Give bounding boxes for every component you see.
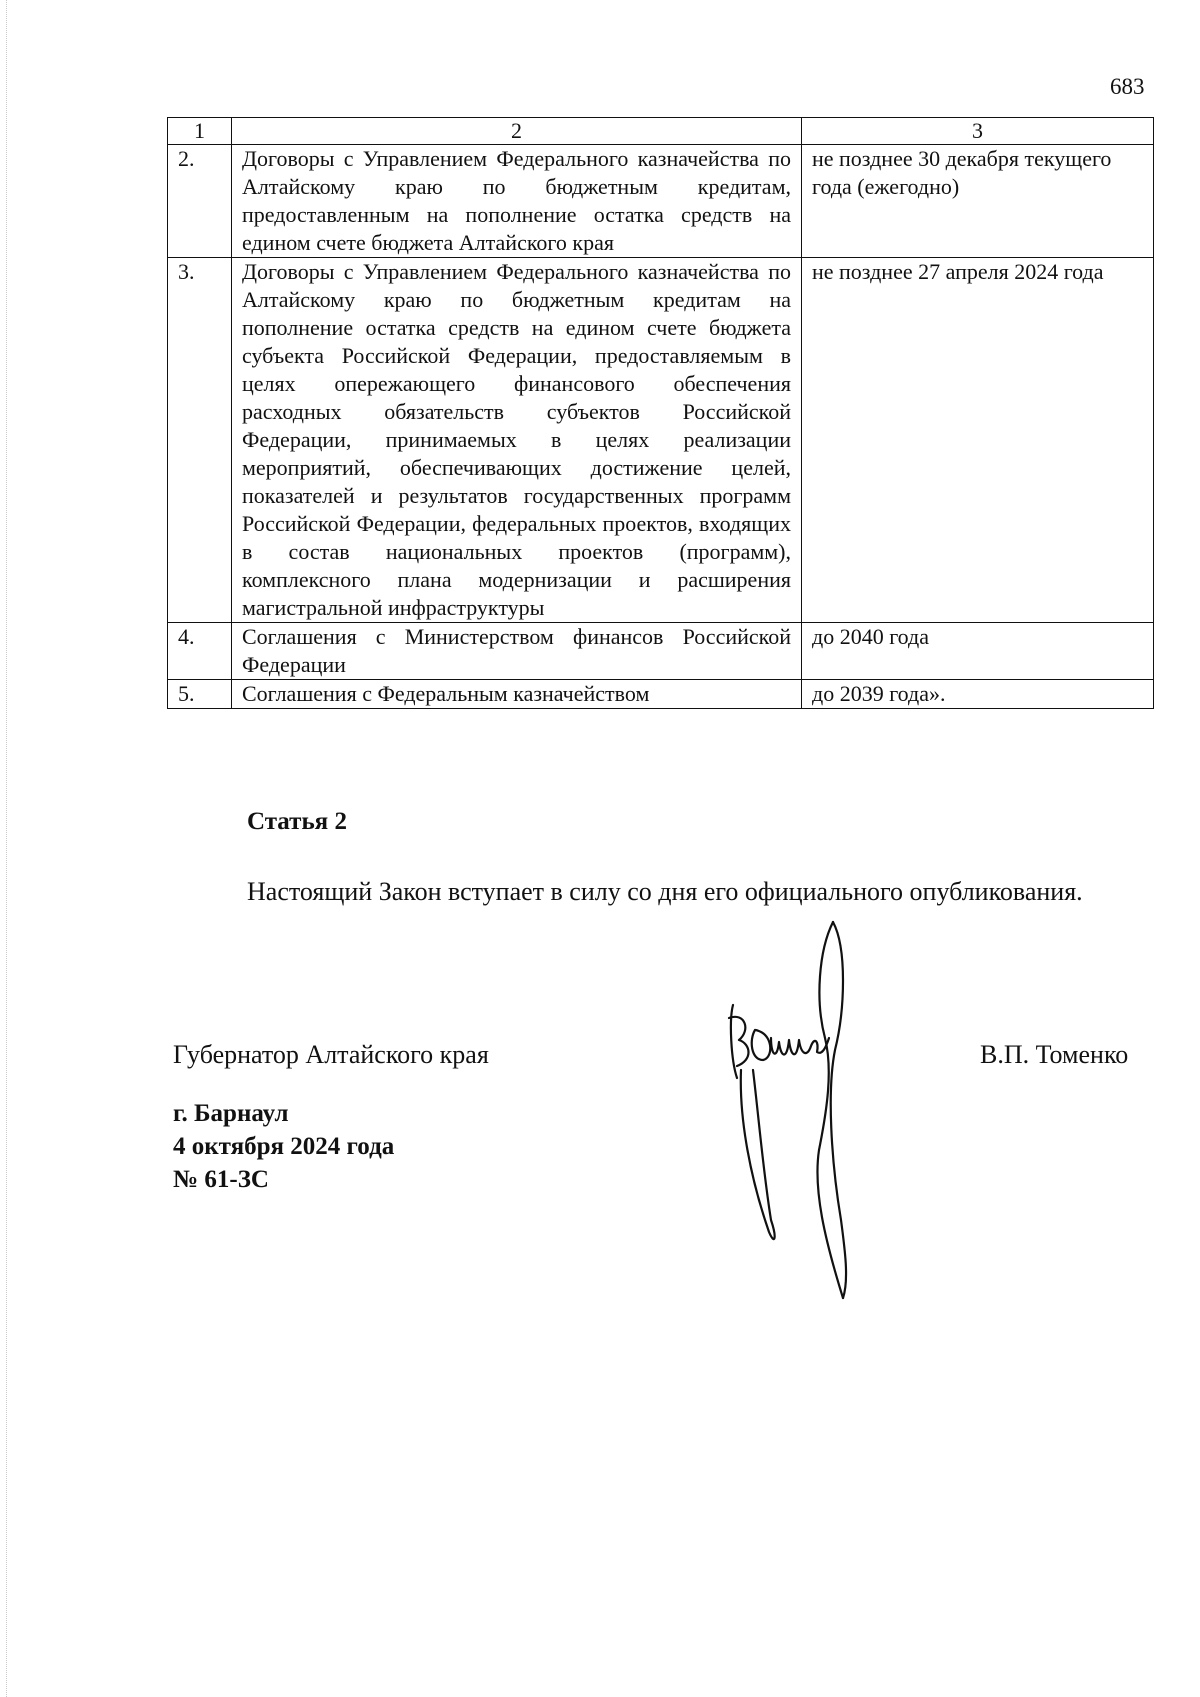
row-deadline: не позднее 30 декабря текущего года (ежегодно) <box>802 145 1154 258</box>
date: 4 октября 2024 года <box>173 1133 395 1160</box>
table-row <box>168 623 1154 680</box>
row-deadline: до 2039 года». <box>802 680 1154 709</box>
city: г. Барнаул <box>173 1100 289 1127</box>
row-number: 2. <box>168 145 232 258</box>
column-header: 1 <box>168 118 232 145</box>
row-description: Соглашения с Министерством финансов Российской Федерации <box>232 623 802 680</box>
column-header: 2 <box>232 118 802 145</box>
scan-edge <box>6 0 7 1697</box>
deadlines-table <box>167 117 1154 709</box>
row-number: 3. <box>168 258 232 623</box>
handwritten-signature <box>715 920 895 1300</box>
row-number: 5. <box>168 680 232 709</box>
row-number: 4. <box>168 623 232 680</box>
table-header-row <box>168 118 1154 145</box>
governor-name: В.П. Томенко <box>980 1040 1129 1069</box>
article-body: Настоящий Закон вступает в силу со дня его официального опубликования. <box>247 877 1083 906</box>
row-description: Договоры с Управлением Федерального казначейства по Алтайскому краю по бюджетным кредитам, предоставленным на пополнение остатка средств на едином счете бюджета Алтайского края <box>232 145 802 258</box>
place-date-block <box>173 1097 394 1196</box>
row-description: Соглашения с Федеральным казначейством <box>232 680 802 709</box>
row-description: Договоры с Управлением Федерального казначейства по Алтайскому краю по бюджетным кредитам на пополнение остатка средств на едином счете бюджета субъекта Российской Федерации, предоставляемым в целях опережающего финансового обеспечения расходных обязательств субъектов Российской Федерации, принимаемых в целях реализации мероприятий, обеспечивающих достижение целей, показателей и результатов государственных программ Российской Федерации, федеральных проектов, входящих в состав национальных проектов (программ), комплексного плана модернизации и расширения магистральной инфраструктуры <box>232 258 802 623</box>
table-row <box>168 680 1154 709</box>
page-number: 683 <box>1110 74 1145 99</box>
governor-title: Губернатор Алтайского края <box>173 1040 489 1069</box>
article-heading: Статья 2 <box>247 808 347 835</box>
row-deadline: до 2040 года <box>802 623 1154 680</box>
column-header: 3 <box>802 118 1154 145</box>
law-number: № 61-ЗС <box>173 1166 269 1193</box>
table-row <box>168 145 1154 258</box>
row-deadline: не позднее 27 апреля 2024 года <box>802 258 1154 623</box>
table-row <box>168 258 1154 623</box>
